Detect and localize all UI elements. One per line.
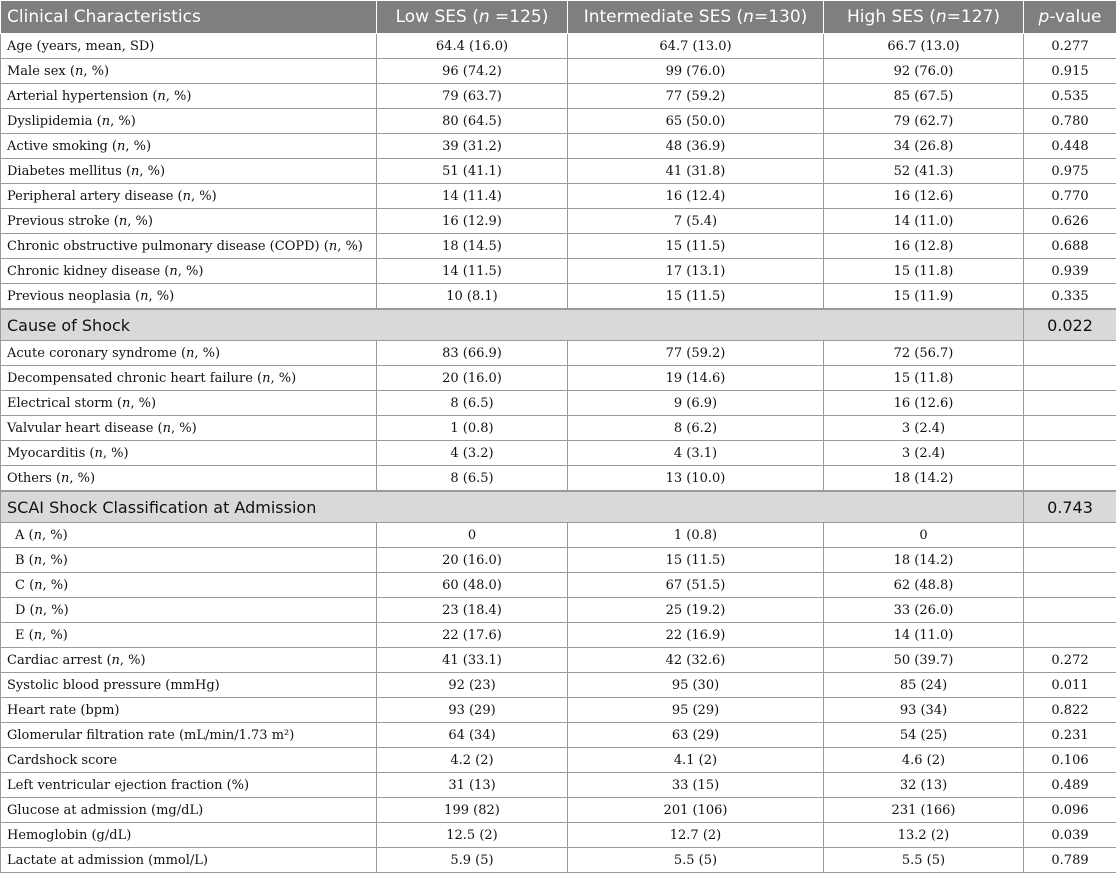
table-row <box>1 366 1116 391</box>
cell-low-ses: 39 (31.2) <box>377 134 568 159</box>
cell-high-ses: 54 (25) <box>824 723 1024 748</box>
table-body <box>1 34 1116 873</box>
cell-intermediate-ses: 8 (6.2) <box>568 416 824 441</box>
cell-p-value <box>1024 573 1116 598</box>
cell-low-ses: 60 (48.0) <box>377 573 568 598</box>
n-symbol: n <box>94 445 103 461</box>
n-symbol: n <box>328 238 338 254</box>
n-symbol: n <box>33 552 43 568</box>
n-symbol: n <box>140 288 149 304</box>
row-label: Arterial hypertension (n, %) <box>1 84 377 109</box>
n-symbol: n <box>34 577 43 593</box>
cell-high-ses: 5.5 (5) <box>824 848 1024 873</box>
n-symbol: n <box>122 395 131 411</box>
table-row <box>1 284 1116 310</box>
table-row <box>1 823 1116 848</box>
row-label: C (n, %) <box>1 573 377 598</box>
n-symbol: n <box>111 652 120 668</box>
cell-high-ses: 15 (11.8) <box>824 259 1024 284</box>
table-row <box>1 598 1116 623</box>
header-text: -value <box>1049 7 1102 27</box>
table-row <box>1 59 1116 84</box>
n-symbol: n <box>162 420 172 436</box>
cell-low-ses: 14 (11.4) <box>377 184 568 209</box>
table-row <box>1 748 1116 773</box>
header-high-ses <box>824 1 1024 34</box>
cell-p-value: 0.096 <box>1024 798 1116 823</box>
cell-intermediate-ses: 17 (13.1) <box>568 259 824 284</box>
row-label: Decompensated chronic heart failure (n, %) <box>1 366 377 391</box>
cell-intermediate-ses: 65 (50.0) <box>568 109 824 134</box>
cell-p-value: 0.011 <box>1024 673 1116 698</box>
cell-low-ses: 4.2 (2) <box>377 748 568 773</box>
cell-intermediate-ses: 25 (19.2) <box>568 598 824 623</box>
cell-intermediate-ses: 5.5 (5) <box>568 848 824 873</box>
cell-low-ses: 5.9 (5) <box>377 848 568 873</box>
cell-intermediate-ses: 19 (14.6) <box>568 366 824 391</box>
cell-p-value: 0.535 <box>1024 84 1116 109</box>
n-symbol: n <box>34 602 44 618</box>
row-label: Glomerular filtration rate (mL/min/1.73 m²) <box>1 723 377 748</box>
row-label: Valvular heart disease (n, %) <box>1 416 377 441</box>
cell-p-value: 0.915 <box>1024 59 1116 84</box>
row-label: A (n, %) <box>1 523 377 548</box>
cell-high-ses: 52 (41.3) <box>824 159 1024 184</box>
cell-intermediate-ses: 99 (76.0) <box>568 59 824 84</box>
cell-p-value: 0.448 <box>1024 134 1116 159</box>
section-header-row <box>1 491 1116 523</box>
cell-low-ses: 20 (16.0) <box>377 366 568 391</box>
cell-high-ses: 72 (56.7) <box>824 341 1024 366</box>
cell-p-value <box>1024 523 1116 548</box>
row-label: E (n, %) <box>1 623 377 648</box>
cell-high-ses: 32 (13) <box>824 773 1024 798</box>
header-text: =127) <box>946 7 1000 27</box>
row-label: Cardshock score <box>1 748 377 773</box>
table-row <box>1 648 1116 673</box>
row-label: Electrical storm (n, %) <box>1 391 377 416</box>
cell-p-value <box>1024 623 1116 648</box>
cell-p-value: 0.770 <box>1024 184 1116 209</box>
cell-p-value: 0.039 <box>1024 823 1116 848</box>
table-row <box>1 34 1116 59</box>
cell-intermediate-ses: 77 (59.2) <box>568 84 824 109</box>
n-symbol: n <box>186 345 195 361</box>
cell-high-ses: 18 (14.2) <box>824 548 1024 573</box>
cell-p-value <box>1024 366 1116 391</box>
cell-high-ses: 15 (11.8) <box>824 366 1024 391</box>
cell-high-ses: 15 (11.9) <box>824 284 1024 310</box>
cell-p-value: 0.277 <box>1024 34 1116 59</box>
header-p: p <box>1038 7 1050 27</box>
table-row <box>1 548 1116 573</box>
table-row <box>1 209 1116 234</box>
cell-p-value: 0.231 <box>1024 723 1116 748</box>
cell-high-ses: 3 (2.4) <box>824 416 1024 441</box>
row-label: Hemoglobin (g/dL) <box>1 823 377 848</box>
cell-intermediate-ses: 95 (29) <box>568 698 824 723</box>
cell-high-ses: 93 (34) <box>824 698 1024 723</box>
n-symbol: n <box>116 138 126 154</box>
header-n: n <box>935 7 947 27</box>
table-row <box>1 623 1116 648</box>
cell-low-ses: 96 (74.2) <box>377 59 568 84</box>
cell-low-ses: 20 (16.0) <box>377 548 568 573</box>
cell-intermediate-ses: 63 (29) <box>568 723 824 748</box>
row-label: Heart rate (bpm) <box>1 698 377 723</box>
cell-high-ses: 0 <box>824 523 1024 548</box>
cell-low-ses: 4 (3.2) <box>377 441 568 466</box>
cell-intermediate-ses: 1 (0.8) <box>568 523 824 548</box>
header-row <box>1 1 1116 34</box>
table-row <box>1 723 1116 748</box>
row-label: Active smoking (n, %) <box>1 134 377 159</box>
header-text: Low SES ( <box>395 7 479 27</box>
cell-low-ses: 22 (17.6) <box>377 623 568 648</box>
cell-low-ses: 64.4 (16.0) <box>377 34 568 59</box>
cell-low-ses: 18 (14.5) <box>377 234 568 259</box>
row-label: Dyslipidemia (n, %) <box>1 109 377 134</box>
table-row <box>1 848 1116 873</box>
table-row <box>1 441 1116 466</box>
cell-p-value: 0.780 <box>1024 109 1116 134</box>
cell-low-ses: 80 (64.5) <box>377 109 568 134</box>
row-label: D (n, %) <box>1 598 377 623</box>
table-header <box>1 1 1116 34</box>
header-n: n <box>478 7 490 27</box>
n-symbol: n <box>61 470 70 486</box>
row-label: B (n, %) <box>1 548 377 573</box>
table-row <box>1 798 1116 823</box>
cell-intermediate-ses: 64.7 (13.0) <box>568 34 824 59</box>
cell-p-value: 0.272 <box>1024 648 1116 673</box>
cell-low-ses: 23 (18.4) <box>377 598 568 623</box>
cell-low-ses: 0 <box>377 523 568 548</box>
cell-low-ses: 64 (34) <box>377 723 568 748</box>
n-symbol: n <box>169 263 178 279</box>
section-title: Cause of Shock <box>1 309 1024 341</box>
cell-intermediate-ses: 22 (16.9) <box>568 623 824 648</box>
table-row <box>1 109 1116 134</box>
cell-p-value: 0.335 <box>1024 284 1116 310</box>
cell-low-ses: 41 (33.1) <box>377 648 568 673</box>
row-label: Chronic kidney disease (n, %) <box>1 259 377 284</box>
cell-low-ses: 83 (66.9) <box>377 341 568 366</box>
cell-low-ses: 31 (13) <box>377 773 568 798</box>
cell-intermediate-ses: 33 (15) <box>568 773 824 798</box>
cell-high-ses: 50 (39.7) <box>824 648 1024 673</box>
section-title: SCAI Shock Classification at Admission <box>1 491 1024 523</box>
n-symbol: n <box>131 163 140 179</box>
header-text: High SES ( <box>847 7 936 27</box>
cell-intermediate-ses: 15 (11.5) <box>568 548 824 573</box>
cell-high-ses: 34 (26.8) <box>824 134 1024 159</box>
cell-low-ses: 92 (23) <box>377 673 568 698</box>
cell-low-ses: 10 (8.1) <box>377 284 568 310</box>
n-symbol: n <box>182 188 191 204</box>
cell-low-ses: 14 (11.5) <box>377 259 568 284</box>
row-label: Diabetes mellitus (n, %) <box>1 159 377 184</box>
cell-intermediate-ses: 12.7 (2) <box>568 823 824 848</box>
table-row <box>1 184 1116 209</box>
cell-p-value: 0.626 <box>1024 209 1116 234</box>
n-symbol: n <box>33 627 43 643</box>
row-label: Left ventricular ejection fraction (%) <box>1 773 377 798</box>
n-symbol: n <box>33 527 42 543</box>
row-label: Peripheral artery disease (n, %) <box>1 184 377 209</box>
row-label: Cardiac arrest (n, %) <box>1 648 377 673</box>
section-p-value: 0.743 <box>1024 491 1116 523</box>
cell-high-ses: 13.2 (2) <box>824 823 1024 848</box>
row-label: Lactate at admission (mmol/L) <box>1 848 377 873</box>
cell-intermediate-ses: 7 (5.4) <box>568 209 824 234</box>
header-intermediate-ses <box>568 1 824 34</box>
header-text: =125) <box>489 7 549 27</box>
table-row <box>1 84 1116 109</box>
cell-high-ses: 4.6 (2) <box>824 748 1024 773</box>
table-row <box>1 391 1116 416</box>
cell-intermediate-ses: 42 (32.6) <box>568 648 824 673</box>
row-label: Previous neoplasia (n, %) <box>1 284 377 310</box>
table-row <box>1 673 1116 698</box>
section-p-value: 0.022 <box>1024 309 1116 341</box>
cell-high-ses: 18 (14.2) <box>824 466 1024 492</box>
n-symbol: n <box>262 370 271 386</box>
cell-p-value: 0.489 <box>1024 773 1116 798</box>
row-label: Acute coronary syndrome (n, %) <box>1 341 377 366</box>
cell-high-ses: 79 (62.7) <box>824 109 1024 134</box>
cell-intermediate-ses: 95 (30) <box>568 673 824 698</box>
table-row <box>1 573 1116 598</box>
cell-intermediate-ses: 201 (106) <box>568 798 824 823</box>
cell-p-value <box>1024 341 1116 366</box>
cell-intermediate-ses: 13 (10.0) <box>568 466 824 492</box>
cell-intermediate-ses: 77 (59.2) <box>568 341 824 366</box>
table-row <box>1 773 1116 798</box>
table-row <box>1 416 1116 441</box>
n-symbol: n <box>118 213 128 229</box>
cell-high-ses: 92 (76.0) <box>824 59 1024 84</box>
row-label: Myocarditis (n, %) <box>1 441 377 466</box>
row-label: Age (years, mean, SD) <box>1 34 377 59</box>
cell-intermediate-ses: 4 (3.1) <box>568 441 824 466</box>
cell-intermediate-ses: 15 (11.5) <box>568 284 824 310</box>
table-row <box>1 523 1116 548</box>
header-text: =130) <box>753 7 808 27</box>
cell-low-ses: 16 (12.9) <box>377 209 568 234</box>
row-label: Others (n, %) <box>1 466 377 492</box>
table-row <box>1 159 1116 184</box>
cell-high-ses: 231 (166) <box>824 798 1024 823</box>
cell-p-value: 0.106 <box>1024 748 1116 773</box>
row-label: Systolic blood pressure (mmHg) <box>1 673 377 698</box>
table-row <box>1 134 1116 159</box>
cell-low-ses: 51 (41.1) <box>377 159 568 184</box>
table-row <box>1 466 1116 492</box>
n-symbol: n <box>101 113 111 129</box>
cell-intermediate-ses: 67 (51.5) <box>568 573 824 598</box>
cell-low-ses: 8 (6.5) <box>377 466 568 492</box>
header-n: n <box>743 7 754 27</box>
cell-p-value: 0.789 <box>1024 848 1116 873</box>
header-low-ses <box>377 1 568 34</box>
cell-high-ses: 16 (12.6) <box>824 184 1024 209</box>
cell-intermediate-ses: 15 (11.5) <box>568 234 824 259</box>
section-header-row <box>1 309 1116 341</box>
cell-p-value <box>1024 466 1116 492</box>
cell-intermediate-ses: 48 (36.9) <box>568 134 824 159</box>
table-row <box>1 234 1116 259</box>
header-text: Clinical Characteristics <box>7 7 201 27</box>
cell-high-ses: 16 (12.6) <box>824 391 1024 416</box>
cell-high-ses: 3 (2.4) <box>824 441 1024 466</box>
cell-intermediate-ses: 4.1 (2) <box>568 748 824 773</box>
header-clinical-characteristics <box>1 1 377 34</box>
cell-intermediate-ses: 41 (31.8) <box>568 159 824 184</box>
cell-p-value <box>1024 598 1116 623</box>
cell-low-ses: 12.5 (2) <box>377 823 568 848</box>
cell-intermediate-ses: 16 (12.4) <box>568 184 824 209</box>
cell-p-value: 0.939 <box>1024 259 1116 284</box>
cell-low-ses: 8 (6.5) <box>377 391 568 416</box>
cell-p-value: 0.975 <box>1024 159 1116 184</box>
cell-p-value <box>1024 548 1116 573</box>
cell-high-ses: 14 (11.0) <box>824 209 1024 234</box>
cell-low-ses: 199 (82) <box>377 798 568 823</box>
table-row <box>1 341 1116 366</box>
cell-high-ses: 16 (12.8) <box>824 234 1024 259</box>
cell-p-value <box>1024 391 1116 416</box>
row-label: Previous stroke (n, %) <box>1 209 377 234</box>
cell-high-ses: 33 (26.0) <box>824 598 1024 623</box>
cell-p-value: 0.688 <box>1024 234 1116 259</box>
cell-p-value: 0.822 <box>1024 698 1116 723</box>
cell-high-ses: 85 (67.5) <box>824 84 1024 109</box>
cell-low-ses: 79 (63.7) <box>377 84 568 109</box>
cell-intermediate-ses: 9 (6.9) <box>568 391 824 416</box>
cell-high-ses: 14 (11.0) <box>824 623 1024 648</box>
cell-high-ses: 85 (24) <box>824 673 1024 698</box>
row-label: Male sex (n, %) <box>1 59 377 84</box>
row-label: Glucose at admission (mg/dL) <box>1 798 377 823</box>
cell-high-ses: 62 (48.8) <box>824 573 1024 598</box>
table-row <box>1 698 1116 723</box>
cell-low-ses: 1 (0.8) <box>377 416 568 441</box>
n-symbol: n <box>74 63 84 79</box>
row-label: Chronic obstructive pulmonary disease (COPD) (n, %) <box>1 234 377 259</box>
table-row <box>1 259 1116 284</box>
cell-low-ses: 93 (29) <box>377 698 568 723</box>
cell-p-value <box>1024 416 1116 441</box>
header-p-value <box>1024 1 1116 34</box>
n-symbol: n <box>157 88 166 104</box>
header-text: Intermediate SES ( <box>583 7 744 27</box>
cell-high-ses: 66.7 (13.0) <box>824 34 1024 59</box>
cell-p-value <box>1024 441 1116 466</box>
